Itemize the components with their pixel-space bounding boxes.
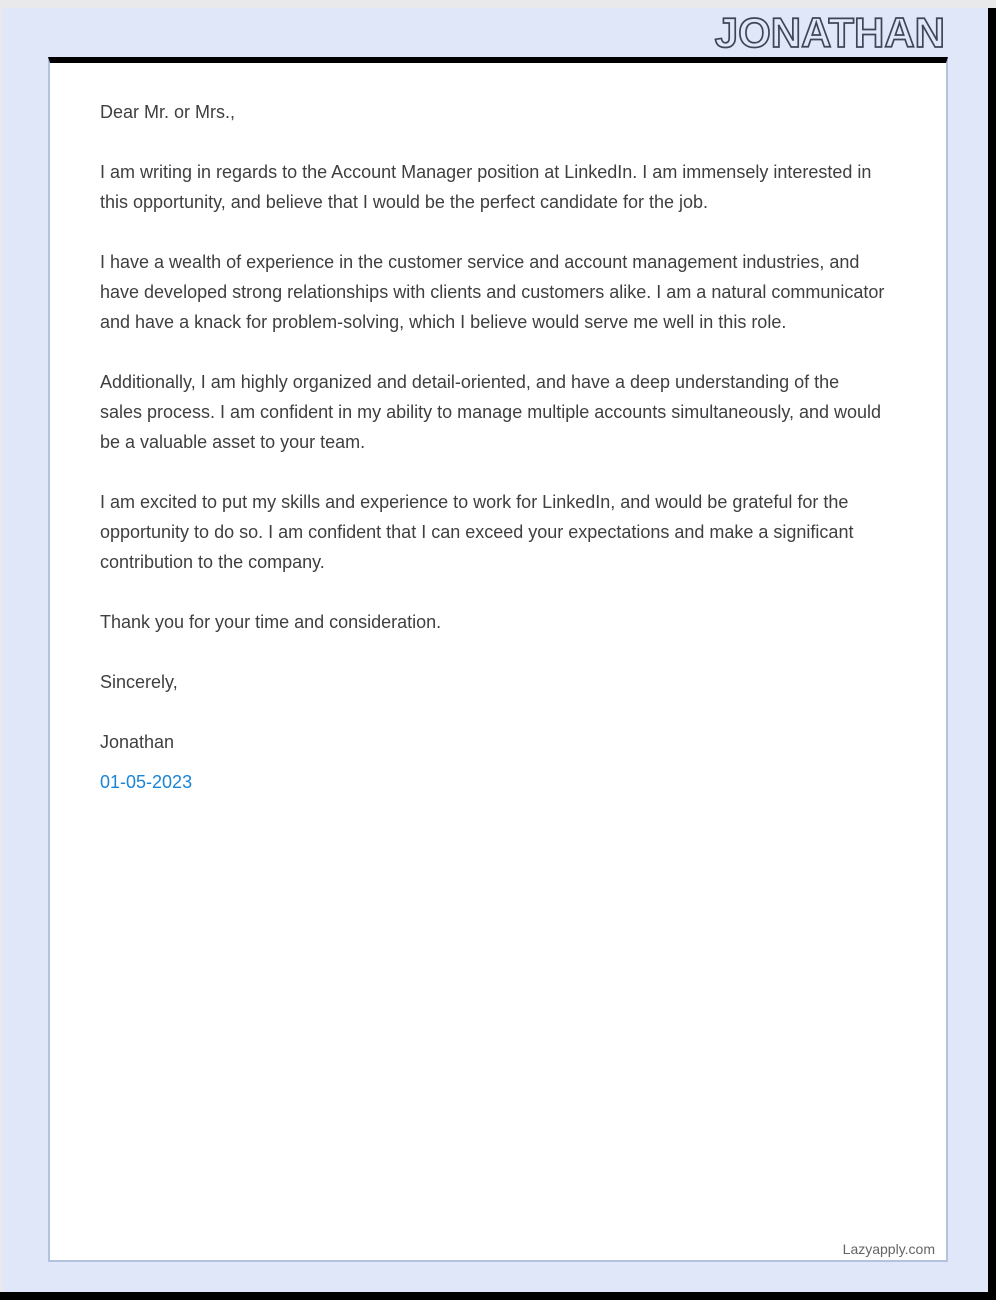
letter-paragraph: I have a wealth of experience in the customer service and account management industries, and have developed strong relationships with clients and customers alike. I am a natural communicator and have a knack for problem-solving, which I believe would serve me well in this role.	[100, 252, 885, 332]
screenshot-edge-bottom	[0, 1292, 996, 1300]
letter-paragraph: I am writing in regards to the Account Manager position at LinkedIn. I am immensely interested in this opportunity, and believe that I would be the perfect candidate for the job.	[100, 162, 872, 212]
letter-body	[50, 63, 946, 797]
lazyapply-watermark: Lazyapply.com	[842, 1241, 935, 1257]
screenshot-edge-right	[988, 8, 996, 1300]
letter-salutation: Dear Mr. or Mrs.,	[100, 102, 236, 122]
letter-sheet	[48, 57, 948, 1262]
brand-name-header: JONATHAN	[714, 9, 945, 56]
screenshot-edge-top	[0, 0, 996, 8]
letter-date: 01-05-2023	[100, 772, 193, 792]
letter-paragraph: I am excited to put my skills and experience to work for LinkedIn, and would be grateful for the opportunity to do so. I am confident that I can exceed your expectations and make a significant contribution to the company.	[100, 492, 854, 572]
letter-paragraph: Additionally, I am highly organized and detail-oriented, and have a deep understanding of the sales process. I am confident in my ability to manage multiple accounts simultaneously, and would be a valuable asset to your team.	[100, 372, 882, 452]
letter-thanks: Thank you for your time and consideration.	[100, 612, 442, 632]
letter-signature: Jonathan	[100, 732, 175, 752]
letter-closing: Sincerely,	[100, 672, 178, 692]
screenshot-edge-left	[0, 8, 3, 1292]
